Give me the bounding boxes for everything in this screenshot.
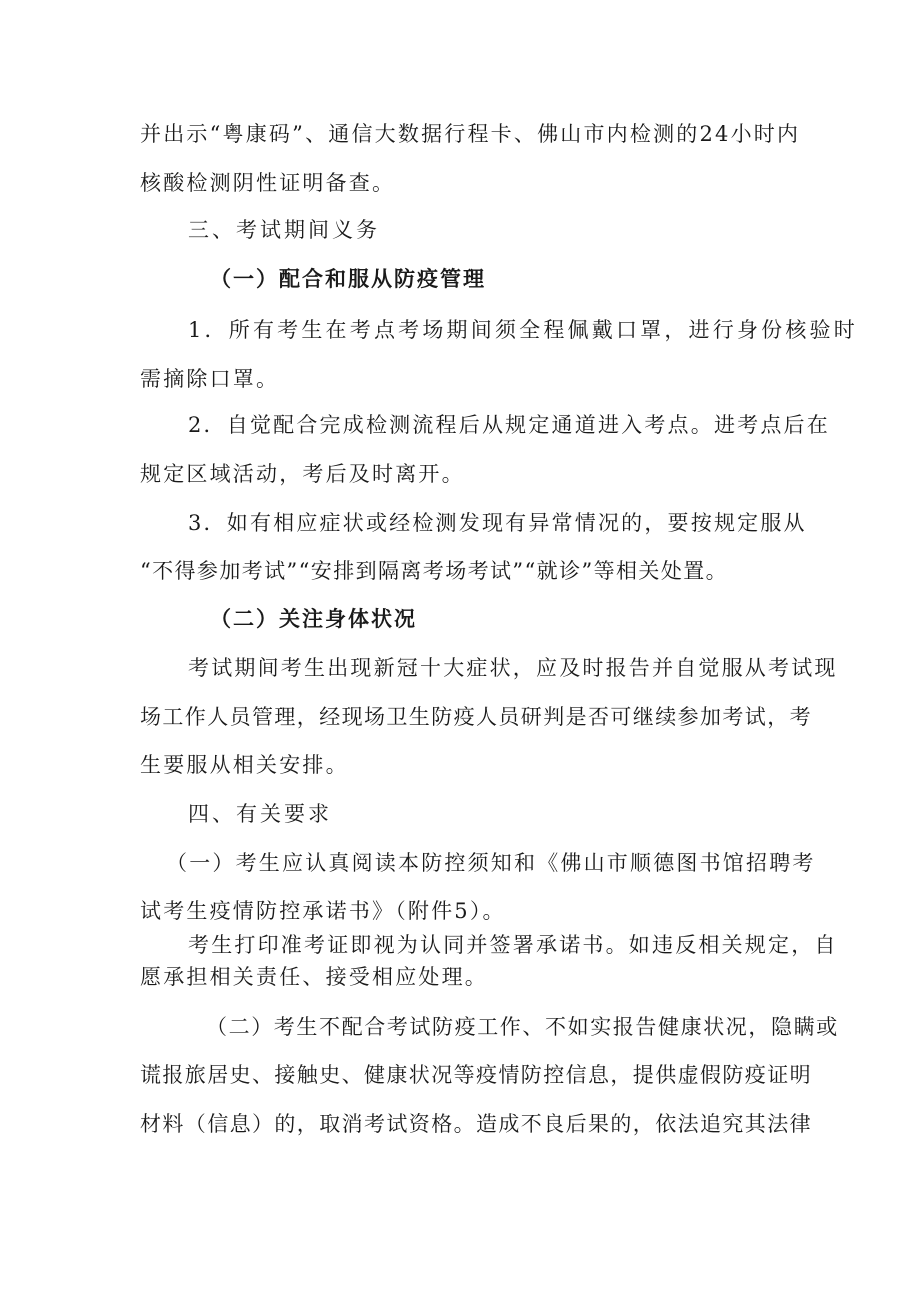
body-text-line: “不得参加考试”“安排到隔离考场考试”“就诊”等相关处置。	[140, 559, 729, 583]
section-heading: 三、考试期间义务	[188, 218, 380, 242]
body-text-line: （一）考生应认真阅读本防控须知和《佛山市顺德图书馆招聘考	[166, 851, 816, 875]
body-text-line: 并出示“粤康码”、通信大数据行程卡、佛山市内检测的24小时内	[140, 122, 801, 146]
subsection-heading: （一）配合和服从防疫管理	[210, 266, 486, 291]
list-item-2: 2．自觉配合完成检测流程后从规定通道进入考点。进考点后在	[188, 413, 830, 437]
body-text-line: 试考生疫情防控承诺书》（附件5）。	[140, 899, 506, 923]
list-item-1: 1．所有考生在考点考场期间须全程佩戴口罩，进行身份核验时	[188, 318, 858, 342]
body-text-line: 核酸检测阴性证明备查。	[140, 171, 396, 195]
subsection-heading: （二）关注身体状况	[210, 606, 417, 631]
list-item-3: 3．如有相应症状或经检测发现有异常情况的，要按规定服从	[188, 511, 807, 535]
body-text-line: （二）考生不配合考试防疫工作、不如实报告健康状况，隐瞒或	[206, 1015, 839, 1039]
body-text-line: 谎报旅居史、接触史、健康状况等疫情防控信息，提供虚假防疫证明	[140, 1063, 812, 1087]
body-text-line: 考生打印准考证即视为认同并签署承诺书。如违反相关规定，自	[188, 933, 838, 957]
body-text-line: 需摘除口罩。	[140, 367, 280, 391]
body-text-line: 生要服从相关安排。	[140, 753, 349, 777]
section-heading: 四、有关要求	[188, 802, 332, 826]
body-text-line: 愿承担相关责任、接受相应处理。	[140, 965, 488, 989]
body-text-line: 规定区域活动，考后及时离开。	[140, 462, 465, 486]
body-text-line: 考试期间考生出现新冠十大症状，应及时报告并自觉服从考试现	[188, 656, 838, 680]
body-text-line: 材料（信息）的，取消考试资格。造成不良后果的，依法追究其法律	[140, 1112, 812, 1136]
body-text-line: 场工作人员管理，经现场卫生防疫人员研判是否可继续参加考试，考	[140, 705, 812, 729]
